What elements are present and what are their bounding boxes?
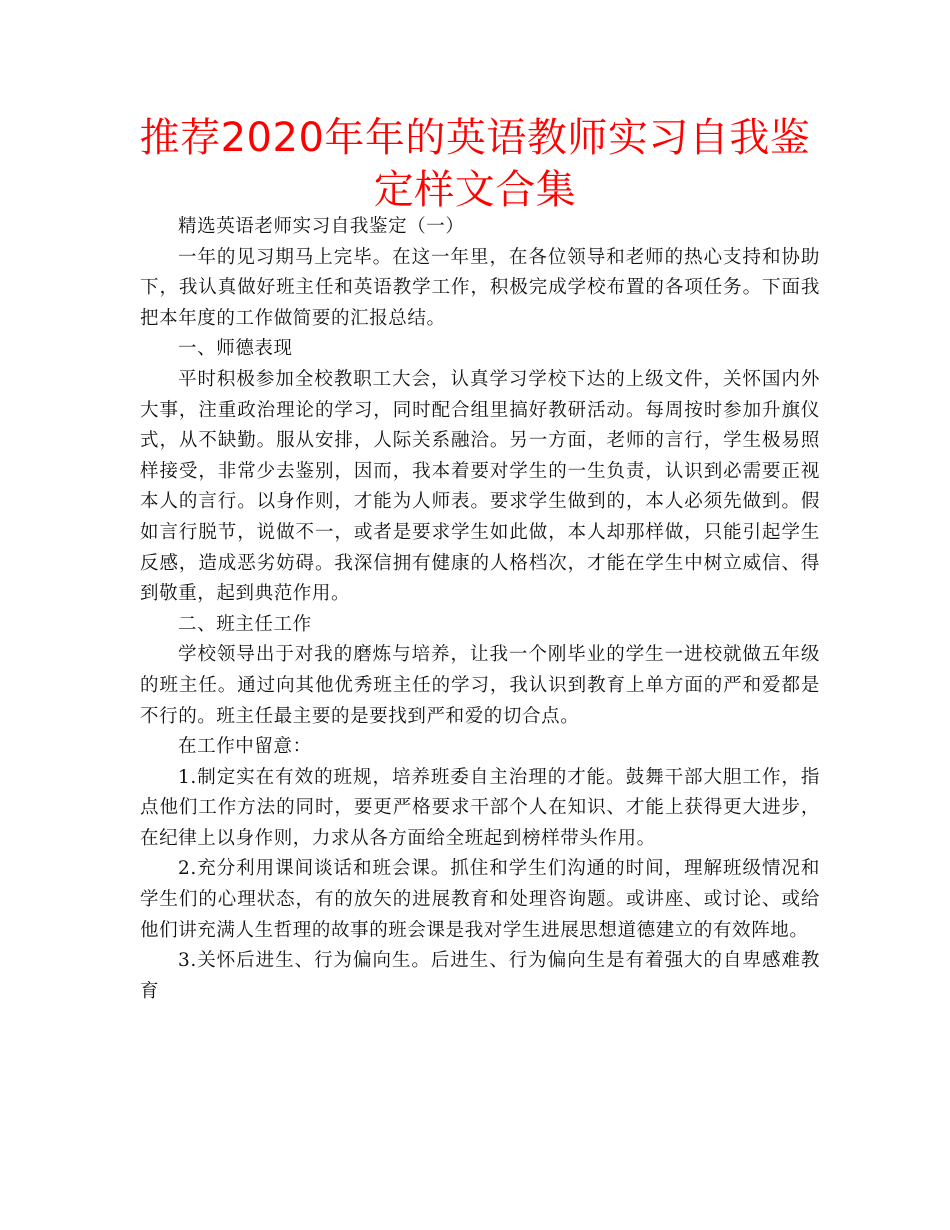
list-item: 1.制定实在有效的班规，培养班委自主治理的才能。鼓舞干部大胆工作，指点他们工作方法的同时，要更严格要求干部个人在知识、才能上获得更大进步，在纪律上以身作则，力求从各方面给全班起到榜样带头作用。 bbox=[140, 766, 820, 849]
document-title: 推荐2020年年的英语教师实习自我鉴定样文合集 bbox=[139, 115, 811, 213]
section-heading: 精选英语老师实习自我鉴定（一） bbox=[178, 216, 465, 237]
list-item: 3.关怀后进生、行为偏向生。后进生、行为偏向生是有着强大的自卑感难教育 bbox=[140, 950, 820, 1002]
document-body bbox=[140, 212, 820, 1007]
paragraph: 一年的见习期马上完毕。在这一年里，在各位领导和老师的热心支持和协助下，我认真做好班主任和英语教学工作，积极完成学校布置的各项任务。下面我把本年度的工作做简要的汇报总结。 bbox=[140, 246, 820, 329]
paragraph: 平时积极参加全校教职工大会，认真学习学校下达的上级文件，关怀国内外大事，注重政治理论的学习，同时配合组里搞好教研活动。每周按时参加升旗仪式，从不缺勤。服从安排，人际关系融洽。另一方面，老师的言行，学生极易照样接受，非常少去鉴别，因而，我本着要对学生的一生负责，认识到必需要正视本人的言行。以身作则，才能为人师表。要求学生做到的，本人必须先做到。假如言行脱节，说做不一，或者是要求学生如此做，本人却那样做，只能引起学生反感，造成恶劣妨碍。我深信拥有健康的人格档次，才能在学生中树立威信、得到敬重，起到典范作用。 bbox=[140, 368, 820, 605]
list-item: 2.充分利用课间谈话和班会课。抓住和学生们沟通的时间，理解班级情况和学生们的心理状态，有的放矢的进展教育和处理咨询题。或讲座、或讨论、或给他们讲充满人生哲理的故事的班会课是我对学生进展思想道德建立的有效阵地。 bbox=[140, 858, 820, 941]
paragraph: 在工作中留意： bbox=[178, 736, 312, 758]
section-heading: 一、师德表现 bbox=[178, 338, 293, 360]
paragraph: 学校领导出于对我的磨炼与培养，让我一个刚毕业的学生一进校就做五年级的班主任。通过向其他优秀班主任的学习，我认识到教育上单方面的严和爱都是不行的。班主任最主要的是要找到严和爱的切合点。 bbox=[140, 644, 820, 727]
section-heading: 二、班主任工作 bbox=[178, 613, 312, 635]
